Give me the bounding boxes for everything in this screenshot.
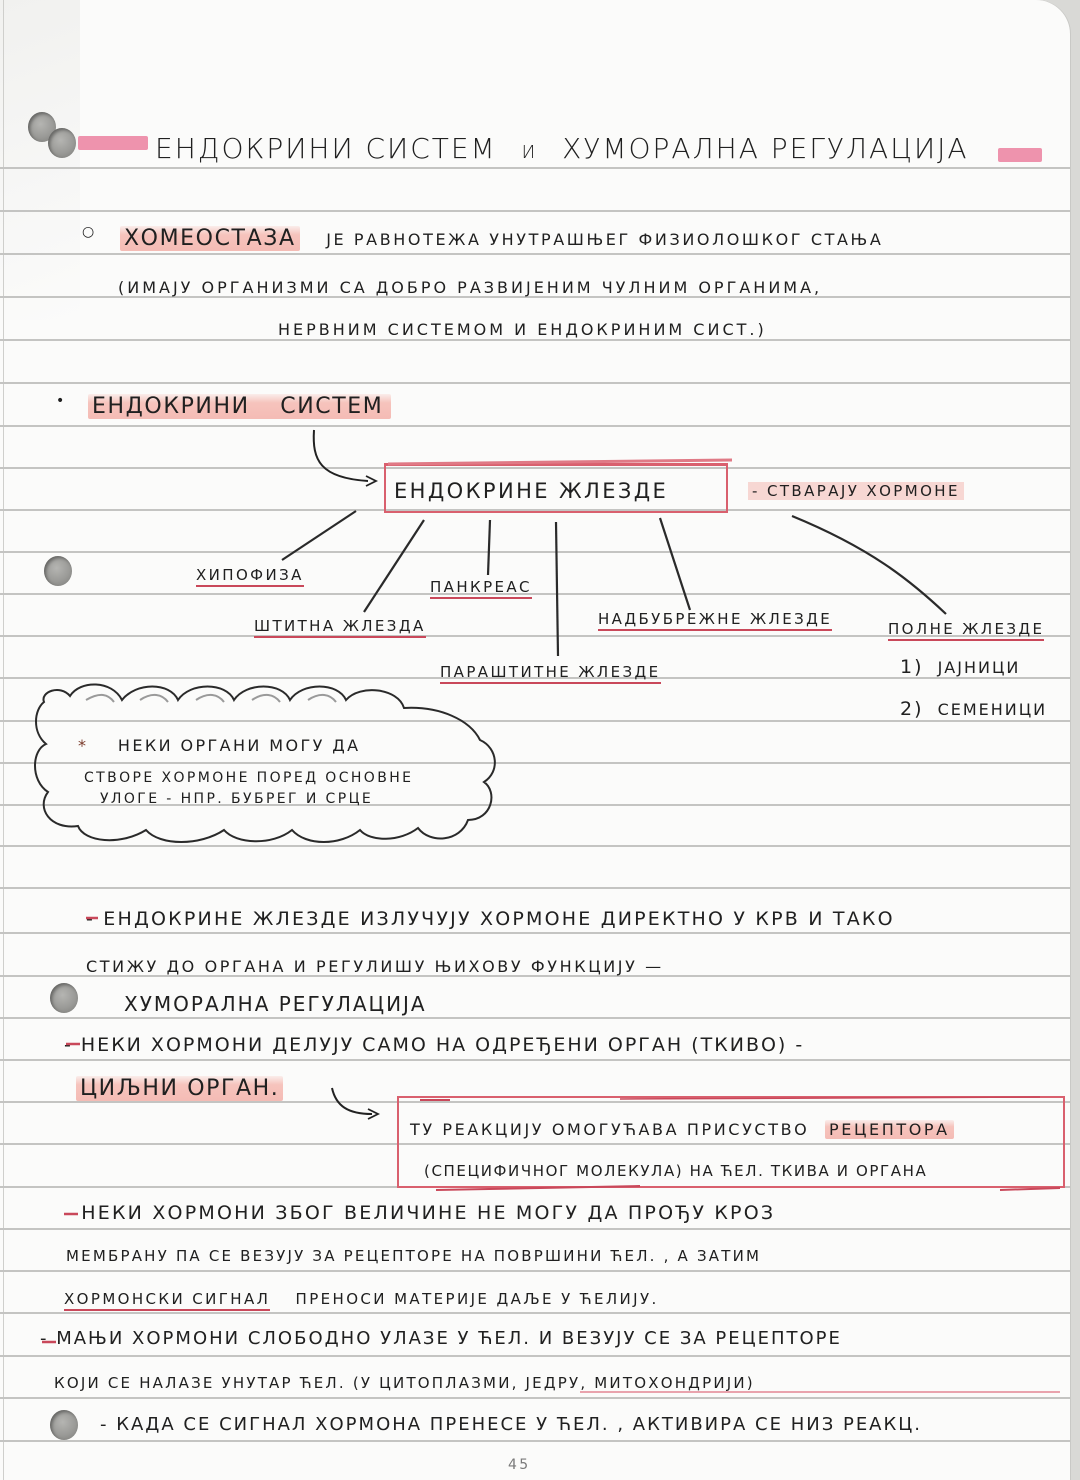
ruled-line — [0, 762, 1070, 764]
gland-parathyroid: ПАРАШТИТНЕ ЖЛЕЗДЕ — [440, 663, 661, 684]
title-conj: И — [521, 142, 538, 163]
ruled-line — [0, 1270, 1070, 1272]
binder-hole — [44, 556, 72, 586]
ruled-line — [0, 253, 1070, 255]
ruled-line — [0, 887, 1070, 889]
note-1-line-3: ХУМОРАЛНА РЕГУЛАЦИЈА — [124, 992, 427, 1016]
ruled-line — [0, 1312, 1070, 1314]
ruled-line — [0, 1059, 1070, 1061]
bullet-circle: ○ — [82, 224, 97, 240]
note-1-line-1: - ЕНДОКРИНЕ ЖЛЕЗДЕ ИЗЛУЧУЈУ ХОРМОНЕ ДИРЕКТНО У КРВ И ТАКО — [86, 908, 895, 930]
margin-line — [3, 0, 4, 1480]
target-organ-term: ЦИЉНИ ОРГАН. — [76, 1076, 283, 1101]
homeostasis-definition: ЈЕ РАВНОТЕЖА УНУТРАШЊЕГ ФИЗИОЛОШКОГ СТАЊА — [326, 230, 884, 249]
title-left: ЕНДОКРИНИ СИСТЕМ — [155, 132, 497, 165]
homeostasis-line-3: НЕРВНИМ СИСТЕМОМ И ЕНДОКРИНИМ СИСТ.) — [278, 320, 767, 339]
page-title — [155, 132, 969, 165]
homeostasis-line-1 — [120, 226, 883, 251]
glands-note: - СТВАРАЈУ ХОРМОНЕ — [748, 482, 964, 500]
ruled-line — [0, 720, 1070, 722]
receptor-box-line-2: (СПЕЦИФИЧНОГ МОЛЕКУЛА) НА ЋЕЛ. ТКИВА И ОРГАНА — [424, 1162, 928, 1180]
homeostasis-term: ХОМЕОСТАЗА — [120, 226, 300, 251]
binder-hole — [50, 1410, 78, 1440]
gland-hypophysis: ХИПОФИЗА — [196, 566, 304, 587]
cloud-note-line-3: УЛОГЕ - НПР. БУБРЕГ И СРЦЕ — [100, 791, 374, 807]
cloud-note-line-2: СТВОРЕ ХОРМОНЕ ПОРЕД ОСНОВНЕ — [84, 770, 414, 786]
note-1-line-2: СТИЖУ ДО ОРГАНА И РЕГУЛИШУ ЊИХОВУ ФУНКЦИЈУ — — [86, 957, 664, 976]
ruled-line — [0, 551, 1070, 553]
gland-pancreas: ПАНКРЕАС — [430, 578, 532, 599]
note-3-line-1: - НЕКИ ХОРМОНИ ЗБОГ ВЕЛИЧИНЕ НЕ МОГУ ДА ПРОЂУ КРОЗ — [64, 1202, 776, 1224]
ruled-line — [0, 339, 1070, 341]
receptor-term: РЕЦЕПТОРА — [825, 1120, 954, 1139]
page-number: 45 — [508, 1457, 531, 1473]
ruled-line — [0, 932, 1070, 934]
sex-gland-item-1: 1) ЈАЈНИЦИ — [900, 656, 1021, 678]
note-3-line-2: МЕМБРАНУ ПА СЕ ВЕЗУЈУ ЗА РЕЦЕПТОРЕ НА ПОВРШИНИ ЋЕЛ. , А ЗАТИМ — [66, 1247, 762, 1265]
note-2-line-1: - НЕКИ ХОРМОНИ ДЕЛУЈУ САМО НА ОДРЕЂЕНИ ОРГАН (ТКИВО) - — [64, 1034, 805, 1056]
binder-hole — [48, 128, 76, 158]
star-icon: * — [78, 736, 89, 755]
ruled-line — [0, 167, 1070, 169]
ruled-line — [0, 845, 1070, 847]
ruled-line — [0, 382, 1070, 384]
binder-hole — [50, 983, 78, 1013]
ruled-line — [0, 593, 1070, 595]
ruled-line — [0, 1228, 1070, 1230]
ruled-line — [0, 1355, 1070, 1357]
sex-gland-item-2: 2) СЕМЕНИЦИ — [900, 698, 1048, 720]
endocrine-heading: ЕНДОКРИНИ СИСТЕМ — [88, 394, 391, 419]
hormonal-signal-term: ХОРМОНСКИ СИГНАЛ — [64, 1290, 270, 1311]
homeostasis-line-2: (ИМАЈУ ОРГАНИЗМИ СА ДОБРО РАЗВИЈЕНИМ ЧУЛНИМ ОРГАНИМА, — [118, 278, 823, 297]
title-right: ХУМОРАЛНА РЕГУЛАЦИЈА — [562, 132, 969, 165]
gland-sex: ПОЛНЕ ЖЛЕЗДЕ — [888, 620, 1044, 641]
note-5-line-1: - КАДА СЕ СИГНАЛ ХОРМОНА ПРЕНЕСЕ У ЋЕЛ. , АКТИВИРА СЕ НИЗ РЕАКЦ. — [100, 1414, 922, 1435]
torn-corner — [0, 0, 80, 320]
gland-adrenal: НАДБУБРЕЖНЕ ЖЛЕЗДЕ — [598, 610, 832, 631]
endocrine-glands-label: ЕНДОКРИНЕ ЖЛЕЗДЕ — [394, 479, 669, 503]
note-3-line-3: ХОРМОНСКИ СИГНАЛ ПРЕНОСИ МАТЕРИЈЕ ДАЉЕ У ЋЕЛИЈУ. — [64, 1290, 659, 1308]
note-4-line-1: - МАЊИ ХОРМОНИ СЛОБОДНО УЛАЗЕ У ЋЕЛ. И ВЕЗУЈУ СЕ ЗА РЕЦЕПТОРЕ — [40, 1328, 842, 1349]
note-4-line-2: КОЈИ СЕ НАЛАЗЕ УНУТАР ЋЕЛ. (У ЦИТОПЛАЗМИ, ЈЕДРУ, МИТОХОНДРИЈИ) — [54, 1374, 755, 1392]
gland-thyroid: ШТИТНА ЖЛЕЗДА — [254, 617, 426, 638]
ruled-line — [0, 425, 1070, 427]
ruled-line — [0, 1017, 1070, 1019]
ruled-line — [0, 1397, 1070, 1399]
ruled-line — [0, 1440, 1070, 1442]
cloud-note-line-1: * НЕКИ ОРГАНИ МОГУ ДА — [78, 736, 361, 755]
title-highlight-left — [78, 136, 148, 150]
title-highlight-right — [998, 148, 1042, 162]
ruled-line — [0, 210, 1070, 212]
receptor-box-line-1: ТУ РЕАКЦИЈУ ОМОГУЋАВА ПРИСУСТВО РЕЦЕПТОРА — [410, 1120, 954, 1139]
bullet-dot: • — [56, 393, 67, 409]
